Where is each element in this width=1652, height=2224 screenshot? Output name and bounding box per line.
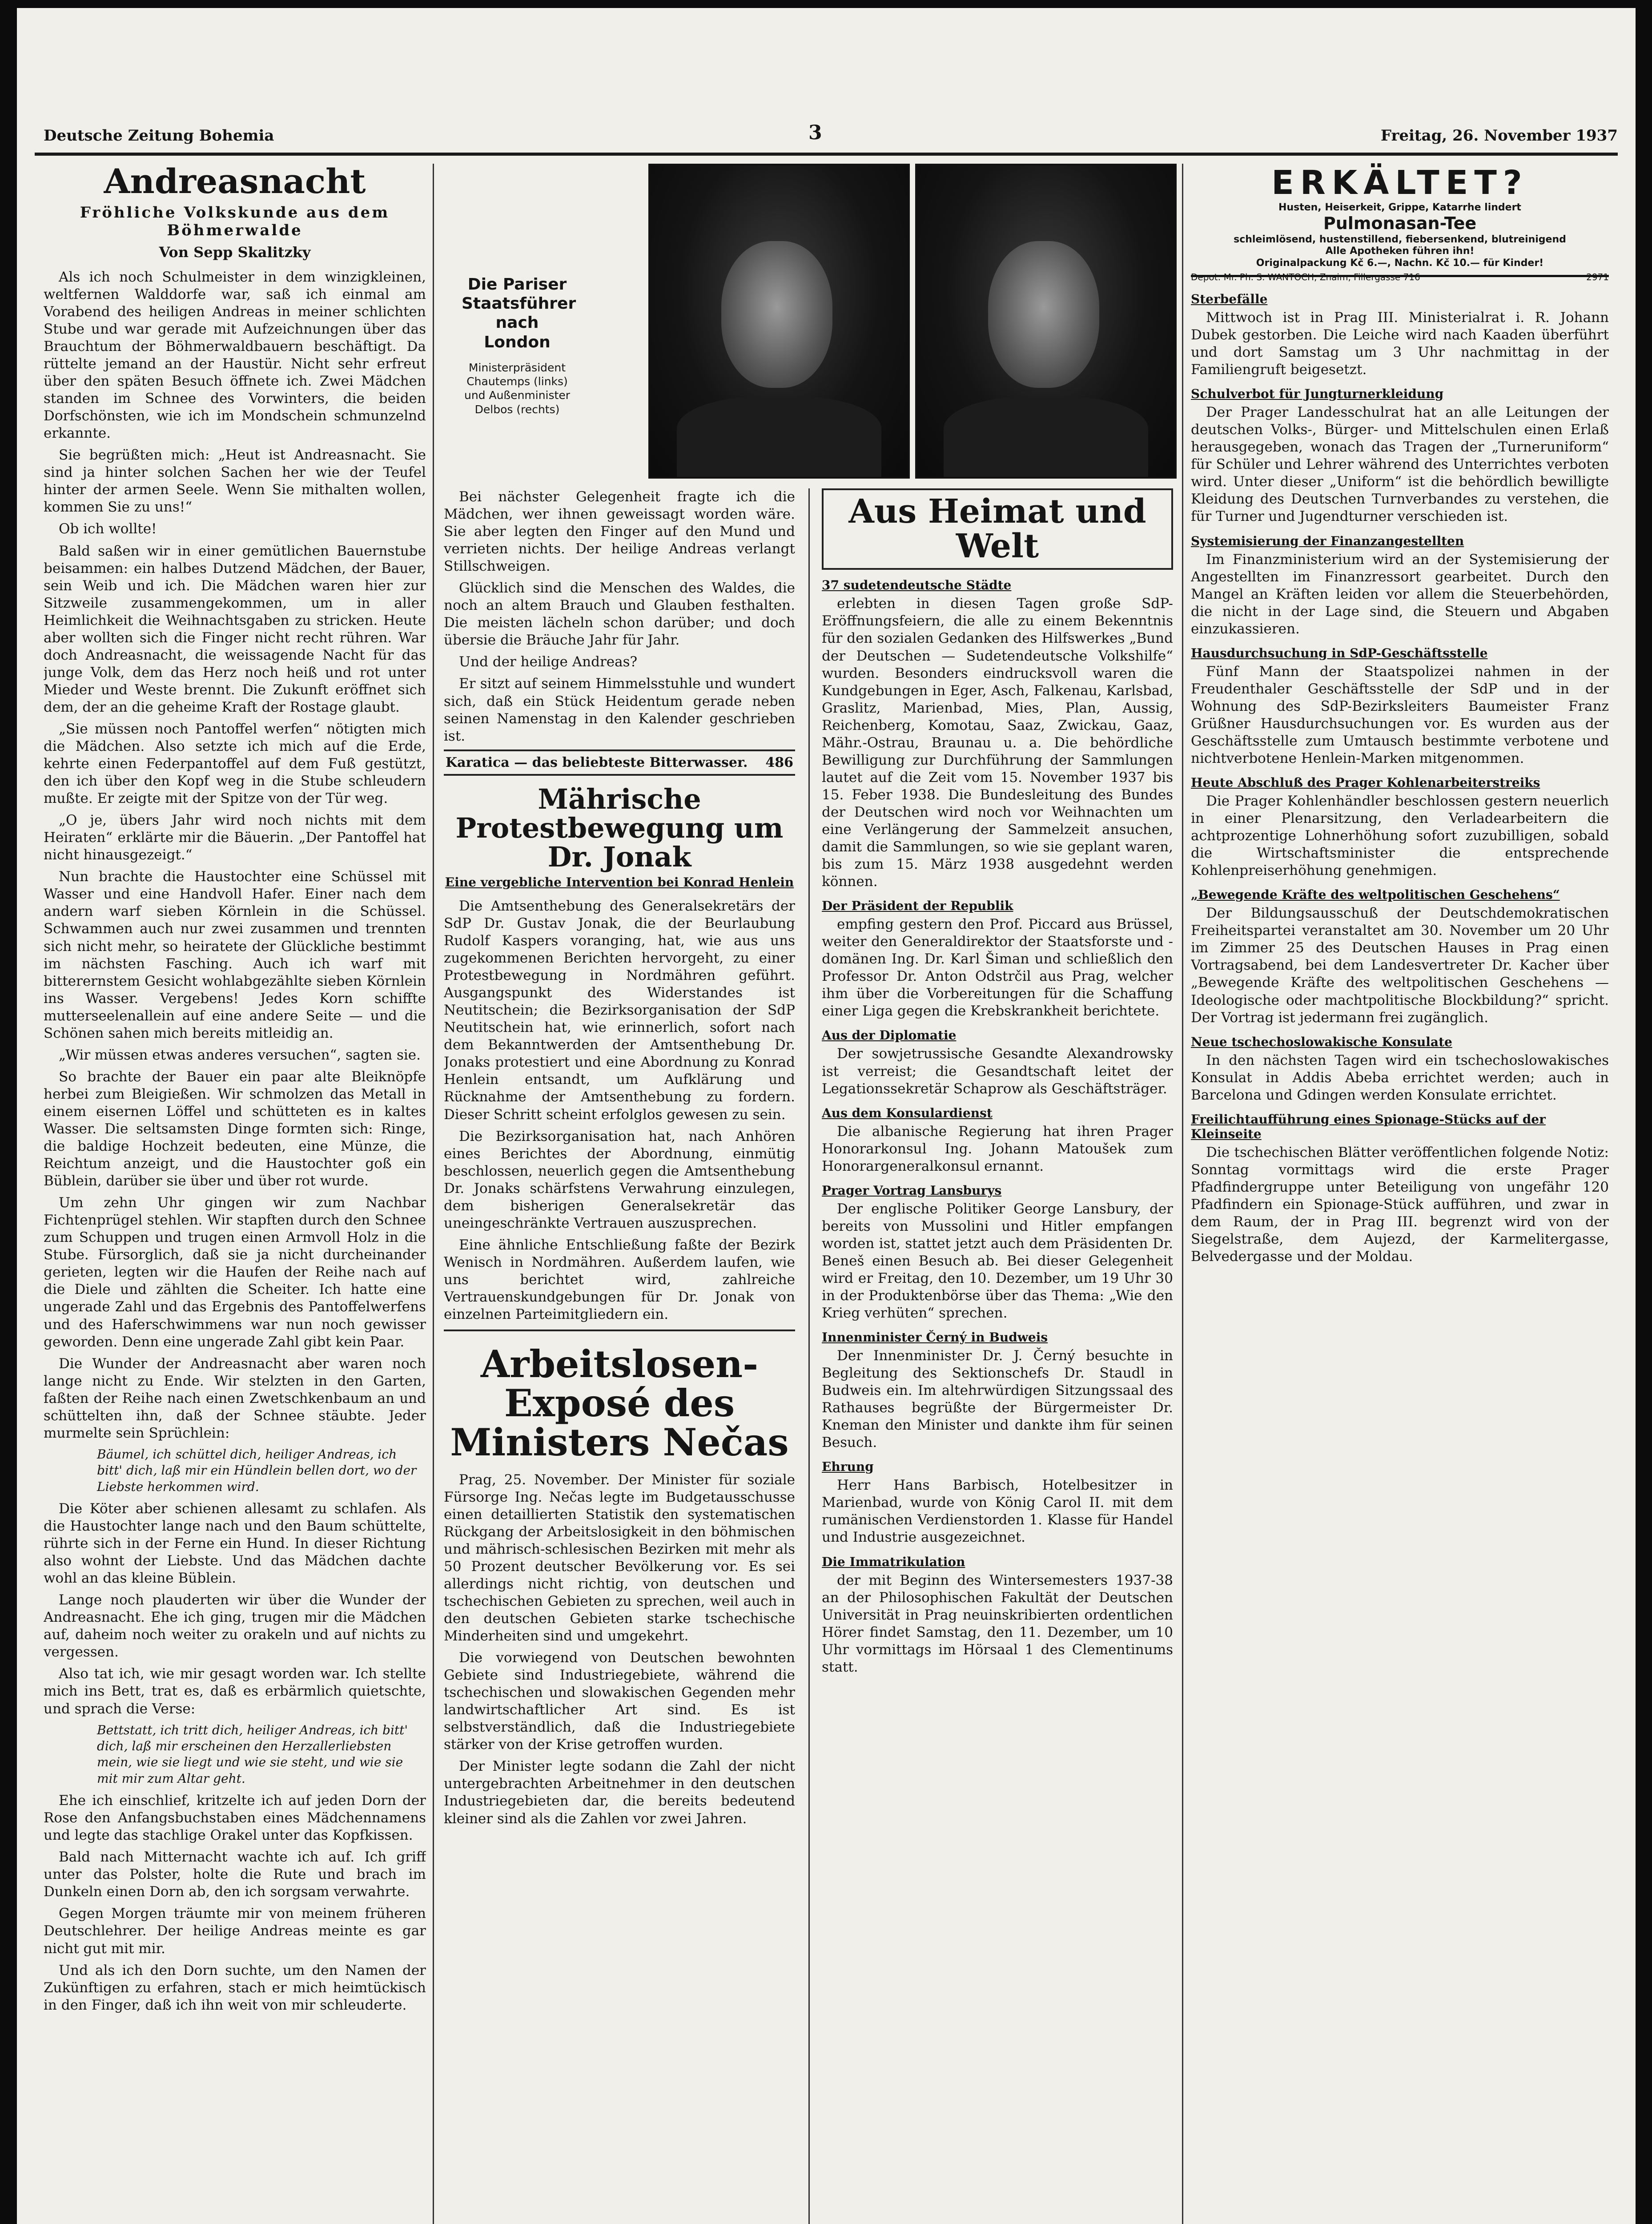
caption-title: Die Pariser Staatsführer nach London [462, 275, 576, 351]
ad-number: 486 [765, 754, 793, 770]
verse: Bettstatt, ich tritt dich, heiliger Andreas, ich bitt' dich, laß mir erscheinen den Herzallerliebsten mein, wie sie liegt und wie sie steht, und wie sie mit mir zum Altar geht. [97, 1722, 408, 1786]
news-heading: „Bewegende Kräfte des weltpolitischen Geschehens“ [1191, 887, 1560, 902]
small-advertisement [444, 749, 795, 776]
paragraph: Ehe ich einschlief, kritzelte ich auf jeden Dorn der Rose den Anfangsbuchstaben eines Mädchennamens und legte das stachlige Orakel unter das Kopfkissen. [44, 1793, 426, 1844]
andreasnacht-article [44, 164, 426, 2224]
ad-text: Karatica — das beliebteste Bitterwasser. [446, 754, 748, 770]
heimat-und-welt-section [822, 488, 1173, 2224]
paragraph: Bei nächster Gelegenheit fragte ich die Mädchen, wer ihnen geweissagt worden wäre. Sie aber legten den Finger auf den Mund und verrieten nichts. Der heilige Andreas verlangt Stillschweigen. [444, 489, 795, 575]
paragraph: Also tat ich, wie mir gesagt worden war. Ich stellte mich ins Bett, trat es, daß es erbärmlich quietschte, und sprach die Verse: [44, 1666, 426, 1717]
paragraph: „Sie müssen noch Pantoffel werfen“ nötigten mich die Mädchen. Also setzte ich mich auf die Erde, kehrte einen Federpantoffel auf dem Fuß gestützt, den ich über den Kopf weg in die Stube schleudern mußte. Er zeigte mit der Spitze von der Tür weg. [44, 721, 426, 807]
news-text: Der sowjetrussische Gesandte Alexandrowsky ist verreist; die Gesandtschaft leitet der Legationssekretär Schaprow als Geschäftsträger. [822, 1046, 1173, 1097]
news-text: Die albanische Regierung hat ihren Prager Honorarkonsul Ing. Johann Matoušek zum Honorargeneralkonsul ernannt. [822, 1123, 1173, 1174]
page-header [44, 121, 1618, 153]
paragraph: Die Wunder der Andreasnacht aber waren noch lange nicht zu Ende. Wir stelzten in den Garten, faßten der Reihe nach einen Zwetschkenbaum an und schüttelten ihn, daß der Schnee stäubte. Jeder murmelte sein Sprüchlein: [44, 1355, 426, 1441]
news-heading: Heute Abschluß des Prager Kohlenarbeiterstreiks [1191, 775, 1540, 790]
paragraph: Bald nach Mitternacht wachte ich auf. Ich griff unter das Polster, holte die Rute und brach im Dunkeln einen Dorn ab, den ich sorgsam verwahrte. [44, 1849, 426, 1900]
news-text: erlebten in diesen Tagen große SdP-Eröffnungsfeiern, die alle zu einem Bekenntnis für den sozialen Gedanken des Hilfswerkes „Bund der Deutschen — Sudetendeutsche Volkshilfe“ wurden. Besonders eindrucksvoll waren die Kundgebungen in Eger, Asch, Falkenau, Karlsbad, Graslitz, Marienbad, Mies, Plan, Aussig, Reichenberg, Komotau, Saaz, Zwickau, Gaaz, Mähr.-Ostrau, Braunau u. a. Die behördliche Bewilligung zur Durchführung der Sammlungen lautet auf die Zeit vom 15. November 1937 bis 15. Feber 1938. Die Bundesleitung des Bundes der Deutschen wird noch vor Weihnachten um eine Verlängerung der Sammelzeit ansuchen, damit die Sammlungen, so wie sie geplant waren, bis zum 15. März 1938 ausgedehnt werden können. [822, 596, 1173, 890]
paragraph: Die vorwiegend von Deutschen bewohnten Gebiete sind Industriegebiete, während die tschechischen und slowakischen Gegenden mehr landwirtschaftlicher Art sind. Es ist selbstverständlich, daß die Industriegebiete stärker von der Krise getroffen wurden. [444, 1650, 795, 1753]
paragraph: Um zehn Uhr gingen wir zum Nachbar Fichtenprügel stehlen. Wir stapften durch den Schnee zum Schuppen und trugen einen Armvoll Holz in die Stube. Fürsorglich, daß sie ja nicht durcheinander gerieten, legten wir die Haufen der Reihe nach auf die Diele und zählten die Scheiter. Ich hatte eine ungerade Zahl und das Ergebnis des Pantoffelwerfens und des Haferschwimmens war nun noch gewisser geworden. Denn eine ungerade Zahl gibt kein Paar. [44, 1195, 426, 1350]
verse: Bäumel, ich schüttel dich, heiliger Andreas, ich bitt' dich, laß mir ein Hündlein bellen dort, wo der Liebste herkommen wird. [97, 1446, 417, 1494]
section-title-box [822, 488, 1173, 570]
ad-line: Originalpackung Kč 6.—, Nachn. Kč 10.— für Kinder! [1256, 257, 1544, 269]
protest-title: Mährische Protestbewegung um Dr. Jonak [455, 782, 784, 873]
ad-depot-text: Depot: Mr. Ph. S. WANTOCH, Znaim, Fillergasse 716 [1191, 272, 1420, 283]
paragraph: So brachte der Bauer ein paar alte Bleiknöpfe herbei zum Bleigießen. Wir schmolzen das Metall in einem eisernen Löffel und schütteten es in kaltes Wasser. Die seltsamsten Dinge formten sich: Ringe, die baldige Hochzeit bedeuten, eine Münze, die Reichtum anzeigt, und die Haustochter goß ein Büblein, darüber sie über und über rot wurde. [44, 1068, 426, 1189]
paragraph: Der Minister legte sodann die Zahl der nicht untergebrachten Arbeitnehmer in den deutschen Industriegebieten dar, die bereits bedeutend kleiner sind als die Zahlen vor zwei Jahren. [444, 1758, 795, 1827]
ad-product: Pulmonasan-Tee [1323, 214, 1477, 234]
newspaper-page [17, 8, 1636, 2224]
ad-line: schleimlösend, hustenstillend, fiebersenkend, blutreinigend [1234, 234, 1566, 245]
news-heading: Der Präsident der Republik [822, 898, 1013, 914]
column-divider [808, 488, 810, 2224]
section-title: Aus Heimat und Welt [848, 492, 1146, 565]
news-heading: Aus dem Konsulardienst [822, 1105, 993, 1120]
news-text: empfing gestern den Prof. Piccard aus Brüssel, weiter den Generaldirektor der Staatsforste und -domänen Ing. Dr. Karl Šiman und schließlich den Professor Dr. Anton Odstrčil aus Prag, welcher ihm über die Vorbereitungen für die Schaffung einer Liga gegen die Krebskrankheit berichtete. [822, 916, 1173, 1019]
ad-line: Husten, Heiserkeit, Grippe, Katarrhe lindert [1278, 202, 1521, 213]
paragraph: Bald saßen wir in einer gemütlichen Bauernstube beisammen: ein halbes Dutzend Mädchen, der Bauer, sein Weib und ich. Die Mädchen waren hier zur Sitzweile zusammengekommen, um in aller Heimlichkeit die Weihnachtsgaben zu stricken. Heute aber wollten sich die Finger nicht recht rühren. War doch Andreasnacht, die weissagende Nacht für das junge Volk, dem das Herz noch heiß und rot unter Mieder und Weste brennt. Die Zukunft eröffnet sich dem, der an die geheime Kraft der Rostage glaubt. [44, 543, 426, 715]
issue-date: Freitag, 26. November 1937 [1380, 127, 1618, 145]
photo-caption [462, 275, 576, 416]
necas-title: Arbeitslosen-Exposé des Ministers Nečas [450, 1342, 789, 1465]
news-text: In den nächsten Tagen wird ein tschechoslowakisches Konsulat in Addis Abeba errichtet werden; auch in Barcelona und Gdingen werden Konsulate errichtet. [1191, 1052, 1609, 1103]
article-byline: Von Sepp Skalitzky [159, 243, 311, 261]
portrait-suit [677, 397, 881, 477]
paragraph: „Wir müssen etwas anderes versuchen“, sagten sie. [59, 1047, 421, 1063]
news-heading: Ehrung [822, 1459, 874, 1475]
news-heading: Sterbefälle [1191, 292, 1268, 306]
divider [444, 1330, 795, 1331]
paragraph: Ob ich wollte! [59, 521, 157, 537]
news-text: Der Prager Landesschulrat hat an alle Leitungen der deutschen Volks-, Bürger- und Mittelschulen einen Erlaß herausgegeben, wonach das Tragen der „Turneruniform“ für Schüler und Lehrer während des Unterrichtes verboten wird. Unter dieser „Uniform“ ist die behördlich bewilligte Kleidung des Deutschen Turnverbandes zu verstehen, die für Turner und Jugendturner verschieden ist. [1191, 404, 1609, 525]
newspaper-name: Deutsche Zeitung Bohemia [44, 127, 274, 145]
news-text: Herr Hans Barbisch, Hotelbesitzer in Marienbad, wurde von König Carol II. mit dem rumänischen Verdienstorden 1. Klasse für Handel und Industrie ausgezeichnet. [822, 1477, 1173, 1546]
photo-chautemps [648, 164, 910, 479]
pulmonasan-advertisement [1191, 164, 1609, 283]
news-text: Der Innenminister Dr. J. Černý besuchte in Begleitung des Sektionschefs Dr. Staudl in Budweis ein. Im altehrwürdigen Sitzungssaal des Rathauses begrüßte der Bürgermeister Dr. Kneman den Minister und dankte ihm für seinen Besuch. [822, 1348, 1173, 1451]
paragraph: Er sitzt auf seinem Himmelsstuhle und wundert sich, daß ein Stück Heidentum gerade neben seinen Namenstag in den Kalender geschrieben ist. [444, 676, 795, 744]
portrait-suit [944, 397, 1148, 477]
column-divider [1182, 164, 1183, 2224]
column-divider [433, 164, 434, 2224]
paragraph: Nun brachte die Haustochter eine Schüssel mit Wasser und eine Handvoll Hafer. Einer nach dem andern warf sieben Körnlein in die Schüssel. Schwammen auch nur zwei zusammen und trennten sich nicht mehr, so heiratete der Glückliche bestimmt im nächsten Fasching. Auch ich warf mit bitterernstem Gesicht wohlabgezählte sieben Körnlein ins Wasser. Vergebens! Jedes Korn schiffte mutterseelenallein auf eine andere Seite — und die Schönen sahen mich bereits mitleidig an. [44, 869, 426, 1041]
news-heading: Freilichtaufführung eines Spionage-Stücks auf der Kleinseite [1191, 1112, 1546, 1141]
paragraph: Die Köter aber schienen allesamt zu schlafen. Als die Haustochter lange nach und den Baum schüttelte, rührte sich in der Ferne ein Hund. In dieser Richtung also wohnt der Liebste. Und das Mädchen dachte wohl an das kleine Büblein. [44, 1501, 426, 1587]
paragraph: Und als ich den Dorn suchte, um den Namen der Zukünftigen zu erfahren, stach er mich heimtückisch in den Finger, daß ich ihn weit von mir schleuderte. [44, 1962, 426, 2013]
paragraph: Glücklich sind die Menschen des Waldes, die noch an altem Brauch und Glauben festhalten. Die meisten lächeln schon darüber; und doch übersie die Bräuche Jahr für Jahr. [444, 580, 795, 649]
paragraph: Die Amtsenthebung des Generalsekretärs der SdP Dr. Gustav Jonak, die der Beurlaubung Rudolf Kaspers voranging, hat, wie aus uns zugekommenen Berichten hervorgeht, zu einer Protestbewegung in Nordmähren geführt. Ausgangspunkt des Widerstandes ist Neutitschein; die Bezirksorganisation der SdP Neutitschein hat, wie erinnerlich, sofort nach dem Bekanntwerden der Amtsenthebung Dr. Jonaks protestiert und eine Abordnung zu Konrad Henlein entsandt, um Aufklärung und Rücknahme der Amtsenthebung zu fordern. Dieser Schritt scheint erfolglos gewesen zu sein. [444, 898, 795, 1123]
paragraph: Und der heilige Andreas? [459, 654, 638, 670]
news-text: Die tschechischen Blätter veröffentlichen folgende Notiz: Sonntag vormittags wird die erste Prager Pfadfindergruppe unter Beteiligung von ungefähr 120 Pfadfindern ein Spionage-Stück aufführen, und zwar in dem Raum, der in Prag III. begrenzt wird von der Siegelstraße, dem Aujezd, der Karmelitergasse, Belvedergasse und der Moldau. [1191, 1144, 1609, 1265]
ad-line: Alle Apotheken führen ihn! [1325, 246, 1475, 257]
paragraph: Als ich noch Schulmeister in dem winzigkleinen, weltfernen Walddorfe war, saß ich einmal am Vorabend des heiligen Andreas in meiner schlichten Stube und war gerade mit Aufzeichnungen über das Brauchtum der Böhmerwaldbauern beschäftigt. Da rüttelte jemand an der Haustür. Nicht sehr erfreut über den späten Besuch öffnete ich. Zwei Mädchen standen im Schnee des Vorwinters, die beiden Dorfschönsten, wie ich im Mondschein schmunzelnd erkannte. [44, 269, 426, 442]
paragraph: Die Bezirksorganisation hat, nach Anhören eines Berichtes der Abordnung, einmütig beschlossen, neuerlich gegen die Amtsenthebung Dr. Jonaks schärfstens Verwahrung einzulegen, dem bisherigen Generalsekretär das uneingeschränkte Vertrauen auszusprechen. [444, 1128, 795, 1231]
news-heading: Systemisierung der Finanzangestellten [1191, 533, 1464, 548]
portrait-face [988, 241, 1099, 388]
news-text: Im Finanzministerium wird an der Systemisierung der Angestellten im Finanzressort gearbeitet. Durch den Mangel an Kräften leiden vor allem die Steuerbehörden, die nicht in der Lage sind, die Steuern und Abgaben einzukassieren. [1191, 551, 1609, 637]
protest-subtitle: Eine vergebliche Intervention bei Konrad Henlein [445, 874, 794, 890]
news-heading: 37 sudetendeutsche Städte [822, 578, 1012, 593]
news-heading: Schulverbot für Jungturnerkleidung [1191, 387, 1444, 402]
portrait-face [721, 241, 832, 388]
paragraph: Lange noch plauderten wir über die Wunder der Andreasnacht. Ehe ich ging, trugen mir die Mädchen auf, daheim noch weiter zu orakeln und auf nichts zu vergessen. [44, 1592, 426, 1660]
paragraph: Prag, 25. November. Der Minister für soziale Fürsorge Ing. Nečas legte im Budgetausschusse einen detaillierten Statistik den systematischen Rückgang der Arbeitslosigkeit in den böhmischen und mährisch-schlesischen Bezirken mit mehr als 50 Prozent deutscher Bevölkerung vor. Es sei allerdings nicht richtig, von deutschen und tschechischen Gebieten zu sprechen, weil auch in den deutschen Gebieten starke tschechische Minderheiten sind und umgekehrt. [444, 1471, 795, 1644]
paragraph: Eine ähnliche Entschließung faßte der Bezirk Wenisch in Nordmähren. Außerdem laufen, wie uns berichtet wird, zahlreiche Vertrauenskundgebungen für Dr. Jonak von einzelnen Parteimitgliedern ein. [444, 1237, 795, 1323]
news-heading: Innenminister Černý in Budweis [822, 1330, 1048, 1345]
news-heading: Neue tschechoslowakische Konsulate [1191, 1034, 1452, 1049]
paragraph: „O je, übers Jahr wird noch nichts mit dem Heiraten“ erklärte mir die Bäuerin. „Der Pantoffel hat nicht hinausgezeigt.“ [44, 812, 426, 863]
news-text: Der englische Politiker George Lansbury, der bereits von Mussolini und Hitler empfangen worden ist, stattet jetzt auch dem Präsidenten Dr. Beneš einen Besuch ab. Bei dieser Gelegenheit wird er Freitag, den 10. Dezember, um 19 Uhr 30 in der Produktenbörse über das Thema: „Wie den Krieg verhüten“ sprechen. [822, 1201, 1173, 1322]
article-subtitle: Fröhliche Volkskunde aus dem Böhmerwalde [80, 203, 390, 239]
news-text: Fünf Mann der Staatspolizei nahmen in der Freudenthaler Geschäftsstelle der SdP und in der Wohnung des SdP-Bezirksleiters Baumeister Franz Grüßner Hausdurchsuchungen vor. Es wurden aus der Geschäftsstelle zum Umtausch bestimmte verbotene und nichtverbotene Henlein-Marken mitgenommen. [1191, 663, 1609, 766]
news-heading: Aus der Diplomatie [822, 1028, 957, 1043]
ad-depot [1191, 272, 1609, 282]
news-heading: Die Immatrikulation [822, 1554, 965, 1569]
ad-headline: ERKÄLTET? [1271, 164, 1528, 202]
page-number: 3 [808, 121, 822, 144]
news-text: Mittwoch ist in Prag III. Ministerialrat i. R. Johann Dubek gestorben. Die Leiche wird nach Kaaden überführt und dort Samstag um 3 Uhr nachmittag in der Familiengruft beigesetzt. [1191, 310, 1609, 378]
news-text: der mit Beginn des Wintersemesters 1937-38 an der Philosophischen Fakultät der Deutschen Universität in Prag neuinskribierten ordentlichen Hörer findet Samstag, den 11. Dezember, um 10 Uhr vormittags im Hörsaal 1 des Clementinums statt. [822, 1572, 1173, 1675]
news-heading: Prager Vortrag Lansburys [822, 1183, 1002, 1198]
paragraph: Sie begrüßten mich: „Heut ist Andreasnacht. Sie sind ja hinter solchen Sachen her wie der Teufel hinter der armen Seele. Wenn Sie mithalten wollen, kommen Sie zu uns!“ [44, 447, 426, 516]
paragraph: Gegen Morgen träumte mir von meinem früheren Deutschlehrer. Der heilige Andreas meinte es gar nicht gut mit mir. [44, 1906, 426, 1957]
news-heading: Hausdurchsuchung in SdP-Geschäftsstelle [1191, 645, 1488, 661]
photo-delbos [915, 164, 1177, 479]
news-text: Der Bildungsausschuß der Deutschdemokratischen Freiheitspartei veranstaltet am 30. November um 20 Uhr im Zimmer 25 des Deutschen Hauses in Prag einen Vortragsabend, bei dem Landesvertreter Dr. Kacher über „Bewegende Kräfte des weltpolitischen Geschehens — Ideologische oder machtpolitische Blockbildung?“ spricht. Der Vortrag ist jedermann frei zugänglich. [1191, 905, 1609, 1026]
middle-left-column [444, 488, 795, 2224]
article-title: Andreasnacht [104, 164, 366, 201]
ad-number: 2971 [1586, 272, 1609, 283]
caption-text: Ministerpräsident Chautemps (links) und Außenminister Delbos (rechts) [464, 361, 570, 416]
header-rule [35, 153, 1618, 156]
news-text: Die Prager Kohlenhändler beschlossen gestern neuerlich in einer Plenarsitzung, den Verladearbeitern die achtprozentige Lohnerhöhung sofort zuzubilligen, sobald die Wirtschaftsminister die entsprechende Kohlenpreiserhöhung genehmigen. [1191, 793, 1609, 879]
right-news-column [1191, 284, 1609, 2224]
